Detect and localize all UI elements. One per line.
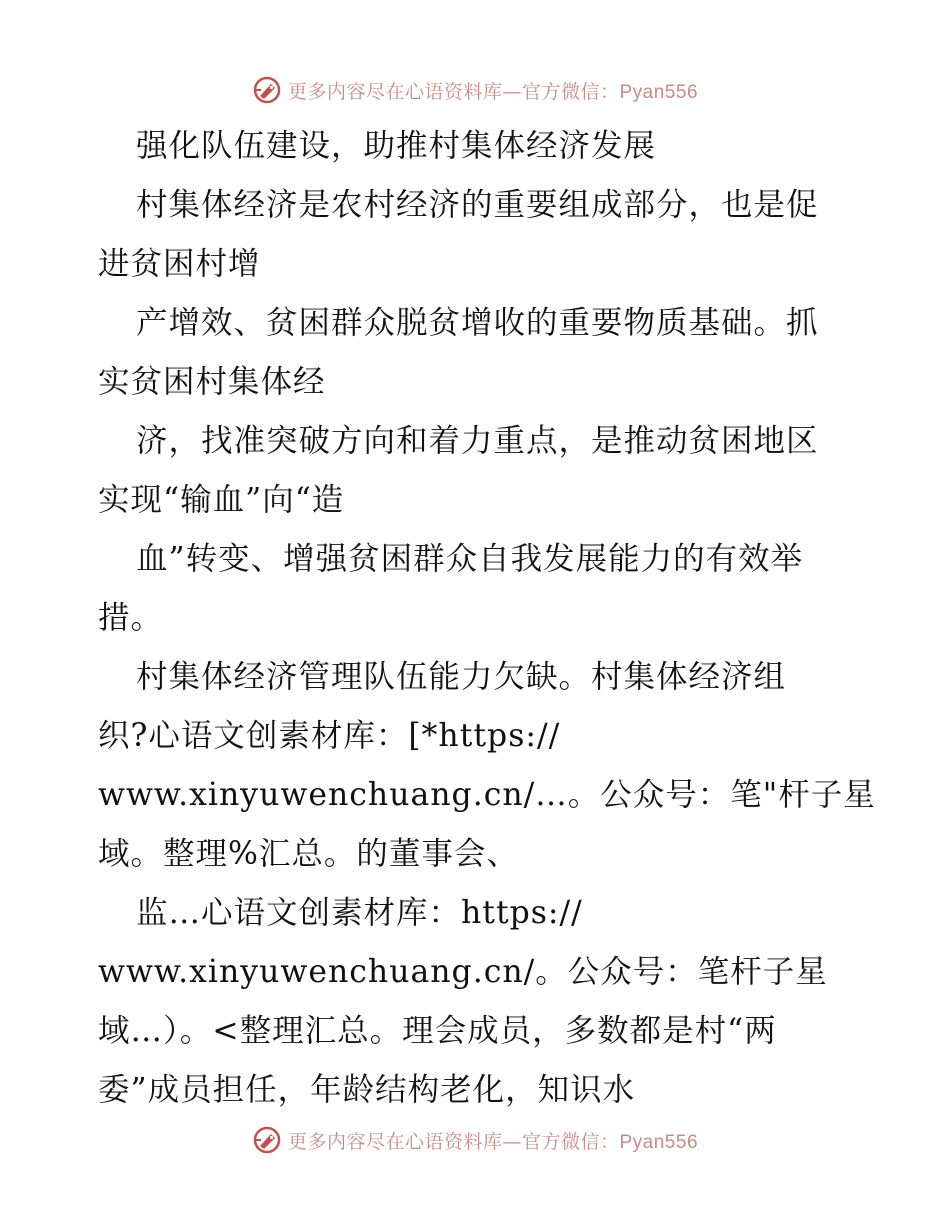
watermark-text: 更多内容尽在心语资料库—官方微信：Pyan556 (287, 80, 699, 103)
text-line: 血”转变、增强贫困群众自我发展能力的有效举 (136, 541, 804, 577)
text-line: 实现“输血”向“造 (98, 482, 345, 518)
footer-watermark (0, 1120, 950, 1160)
text-line: 域…）。<整理汇总。理会成员，多数都是村“两 (98, 1013, 777, 1049)
text-line: 进贫困村增 (98, 246, 261, 282)
text-line: www.xinyuwenchuang.cn/。公众号：笔杆子星 (98, 954, 828, 990)
text-line: www.xinyuwenchuang.cn/…。公众号：笔"杆子星 (98, 777, 876, 813)
pen-nib-circle-icon (252, 75, 282, 105)
watermark-text: 更多内容尽在心语资料库—官方微信：Pyan556 (287, 1130, 699, 1153)
text-line: 产增效、贫困群众脱贫增收的重要物质基础。抓 (136, 305, 819, 341)
text-line: 济，找准突破方向和着力重点，是推动贫困地区 (136, 423, 819, 459)
text-line: 委”成员担任，年龄结构老化，知识水 (98, 1072, 636, 1108)
text-line: 村集体经济是农村经济的重要组成部分，也是促 (136, 187, 819, 223)
header-watermark (0, 70, 950, 110)
document-body (98, 117, 876, 1120)
text-line: 实贫困村集体经 (98, 364, 326, 400)
text-line: 域。整理%汇总。的董事会、 (98, 836, 519, 872)
text-line: 措。 (98, 600, 164, 636)
text-line: 监…心语文创素材库：https:// (136, 895, 583, 931)
section-heading: 强化队伍建设，助推村集体经济发展 (136, 128, 657, 164)
text-line: 村集体经济管理队伍能力欠缺。村集体经济组 (136, 659, 787, 695)
pen-nib-circle-icon (252, 1125, 282, 1155)
text-line: 织?心语文创素材库：[*https:// (98, 718, 561, 754)
